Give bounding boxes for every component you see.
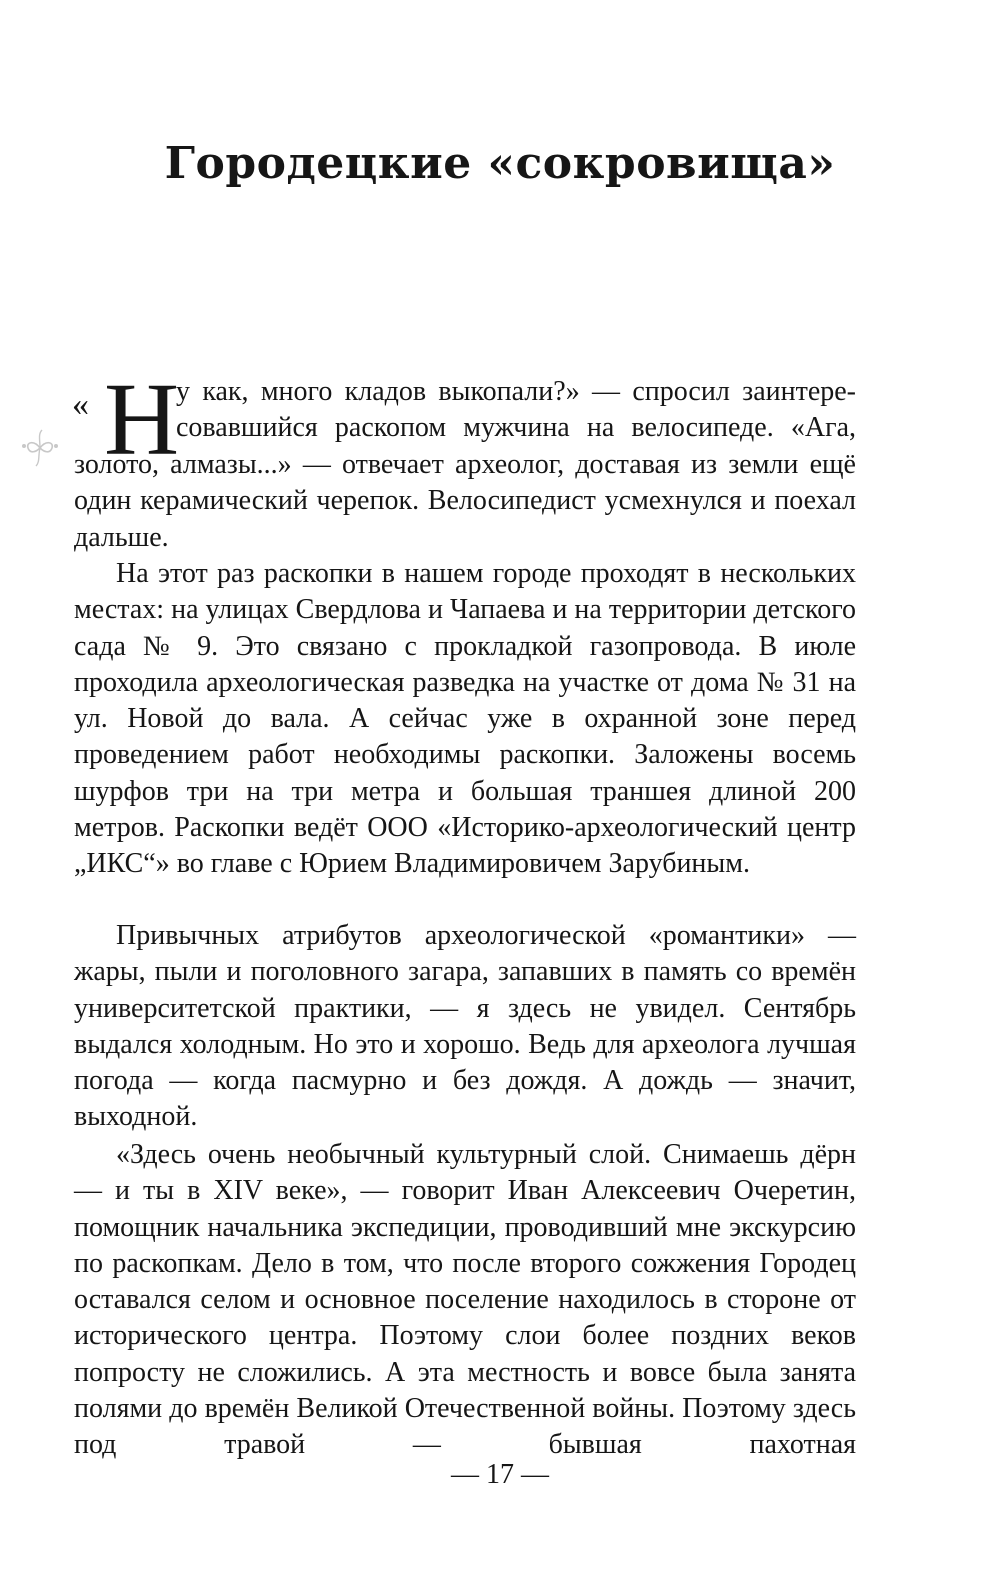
paragraph-1-line-1: у как, много кладов выкопали?» — спросил заинтере- <box>176 376 856 407</box>
drop-cap-quote: « <box>72 386 89 423</box>
chapter-title: Городецкие «сокровища» <box>164 138 836 189</box>
page-number: — 17 — <box>451 1459 549 1490</box>
paragraph-3: Привычных атрибутов археологической «романтики» — жары, пыли и поголовного загара, запавших в память со времён университетской практики, — я здесь не увидел. Сентябрь выдался холодным. Но это и хорошо. Ведь для археолога лучшая погода — когда пасмурно и без дождя. А дождь — значит, выходной. <box>74 920 856 1133</box>
paragraph-1-rest: золото, алмазы...» — отвечает археолог, доставая из земли ещё один керамический черепок. Велосипедист усмехнулся и поехал дальше. <box>74 449 856 553</box>
paragraph-1-line-2: совавшийся раскопом мужчина на велосипеде. «Ага, <box>176 412 856 443</box>
drop-cap-letter: Н <box>104 362 180 477</box>
paragraph-4: «Здесь очень необычный культурный слой. Снимаешь дёрн — и ты в XIV веке», — говорит Иван Алексеевич Очеретин, помощник начальника экспедиции, проводивший мне экскурсию по раскопкам. Дело в том, что после второго сожжения Городец оставался селом и основное поселение находилось в стороне от исторического центра. Поэтому слои более поздних веков попросту не сложились. А эта местность и вовсе была занята полями до времён Великой Отечественной войны. Поэтому здесь под травой — бывшая пахотная <box>74 1139 856 1461</box>
floral-ornament-icon <box>18 428 62 468</box>
paragraph-2: На этот раз раскопки в нашем городе проходят в нескольких местах: на улицах Свердлова и Чапаева и на территории детского сада № 9. Это связано с прокладкой газопровода. В июле проходила археологическая разведка на участке от дома № 31 на ул. Новой до вала. А сейчас уже в охранной зоне перед проведением работ необходимы раскопки. Заложены восемь шурфов три на три метра и большая траншея длиной 200 метров. Раскопки ведёт ООО «Историко-археологический центр „ИКС“» во главе с Юрием Владимировичем Зарубиным. <box>74 558 856 880</box>
